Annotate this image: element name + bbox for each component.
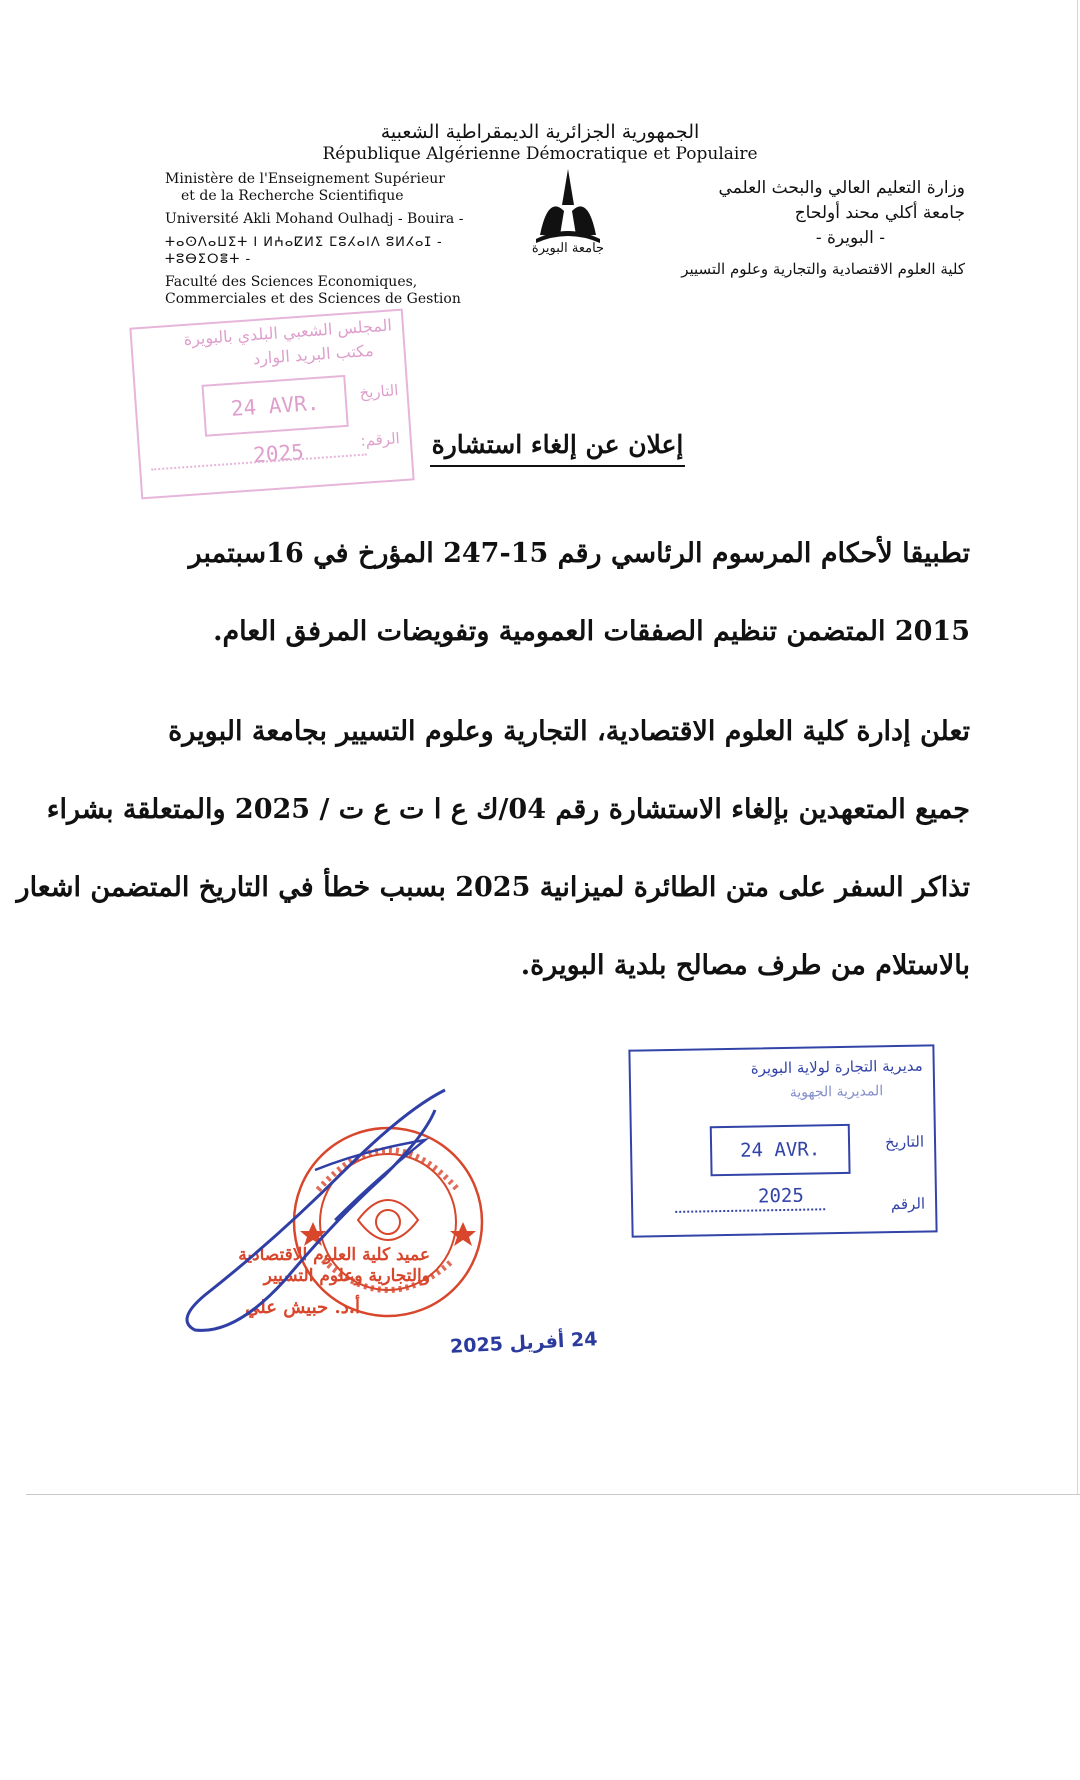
- city-arabic: - البويرة -: [815, 228, 885, 248]
- document-title: إعلان عن إلغاء استشارة: [430, 430, 685, 467]
- university-name-tifinagh: ⵜⴰⵙⴷⴰⵡⵉⵜ ⵏ ⵍⵄⴰⵇⵍⵉ ⵎⵓⵃⴰⵏⴷ ⵓⵍⵃⴰⵊ - ⵜⵓⴱⵉⵔⴻⵜ -: [165, 235, 443, 267]
- body-p2-line4: بالاستلام من طرف مصالح بلدية البويرة.: [520, 950, 970, 981]
- stamp-blue-line1: مديرية التجارة لولاية البويرة: [750, 1056, 923, 1078]
- body-p1-line2: 2015 المتضمن تنظيم الصفقات العمومية وتفويضات المرفق العام.: [213, 616, 970, 647]
- stamp-pink-number-label: الرقم:: [359, 429, 401, 450]
- stamp-pink-date-label: التاريخ: [358, 381, 399, 402]
- header-left-french: [165, 171, 495, 308]
- header-right-arabic: [585, 176, 965, 282]
- body-p1-line1: تطبيقا لأحكام المرسوم الرئاسي رقم 15-247 المؤرخ في 16سبتمبر: [188, 538, 970, 569]
- page-edge-right: [1077, 0, 1078, 1494]
- republic-arabic: الجمهورية الجزائرية الديمقراطية الشعبية: [380, 121, 700, 143]
- header-republic: [300, 120, 780, 165]
- handwritten-signature-icon: [165, 1080, 465, 1340]
- stamp-blue-date-label: التاريخ: [884, 1132, 925, 1152]
- stamp-blue-date: 24 AVR. 2025: [710, 1124, 851, 1176]
- stamp-pink-line2: مكتب البريد الوارد: [252, 340, 375, 369]
- dean-title-line2: والتجارية وعلوم التسيير: [263, 1266, 430, 1286]
- faculty-line1: Faculté des Sciences Economiques,: [165, 274, 418, 290]
- stamp-pink-date: 24 AVR. 2025: [201, 375, 348, 437]
- ministry-line1: Ministère de l'Enseignement Supérieur: [165, 171, 445, 187]
- dean-title-line1: عميد كلية العلوم الاقتصادية: [238, 1245, 430, 1265]
- incoming-mail-stamp-pink: [129, 309, 414, 500]
- ministry-arabic: وزارة التعليم العالي والبحث العلمي: [718, 178, 965, 198]
- reception-stamp-blue: [628, 1044, 937, 1237]
- university-arabic: جامعة أكلي محند أولحاج: [794, 203, 965, 223]
- stamp-blue-number-label: الرقم: [890, 1194, 926, 1214]
- stamp-blue-line2: المديرية الجهوية: [789, 1083, 884, 1101]
- handwritten-date: 24 أفريل 2025: [449, 1328, 598, 1358]
- stamp-pink-line1: المجلس الشعبي البلدي بالبويرة: [182, 315, 393, 349]
- faculty-arabic: كلية العلوم الاقتصادية والتجارية وعلوم التسيير: [681, 260, 965, 278]
- body-p2-line2: جميع المتعهدين بإلغاء الاستشارة رقم 04/ك ع ا ت ع ت / 2025 والمتعلقة بشراء: [46, 794, 970, 825]
- body-p2-line3: تذاكر السفر على متن الطائرة لميزانية 2025 بسبب خطأ في التاريخ المتضمن اشعار: [16, 872, 970, 903]
- dean-name: أ.د. حبيش علي: [245, 1297, 360, 1318]
- page-edge-bottom: [26, 1494, 1080, 1495]
- logo-caption: جامعة البويرة: [531, 241, 605, 256]
- body-p2-line1: تعلن إدارة كلية العلوم الاقتصادية، التجارية وعلوم التسيير بجامعة البويرة: [168, 716, 970, 747]
- ministry-line2: et de la Recherche Scientifique: [181, 188, 404, 204]
- university-name-fr: Université Akli Mohand Oulhadj - Bouira -: [165, 211, 464, 227]
- republic-french: République Algérienne Démocratique et Populaire: [322, 144, 758, 164]
- faculty-line2: Commerciales et des Sciences de Gestion: [165, 291, 461, 307]
